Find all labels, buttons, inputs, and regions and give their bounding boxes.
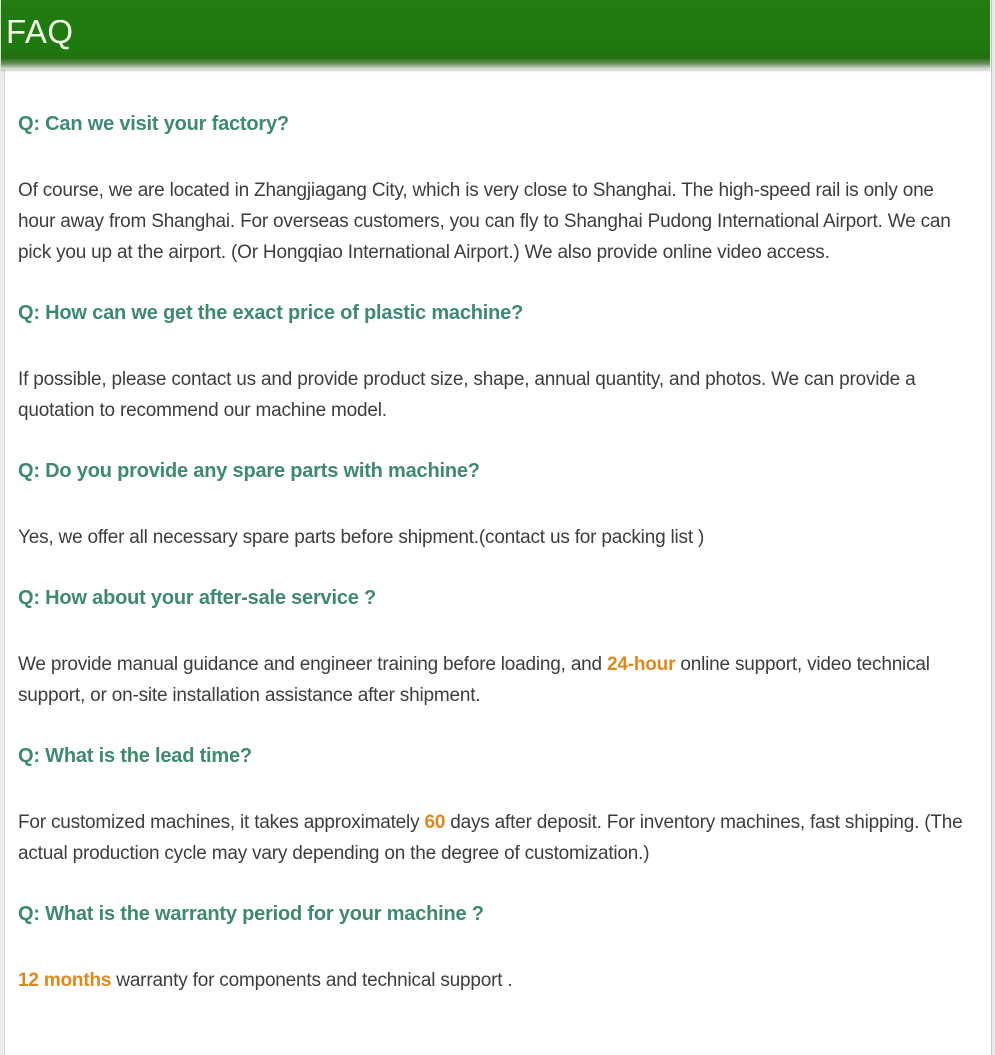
faq-answer	[18, 522, 969, 553]
faq-question: Q: How about your after-sale service ?	[18, 587, 377, 609]
faq-question: Q: What is the lead time?	[18, 745, 252, 767]
answer-text: We provide manual guidance and engineer training before loading, and	[18, 654, 607, 675]
faq-item	[18, 113, 969, 268]
answer-text: Of course, we are located in Zhangjiagang City, which is very close to Shanghai. The high-speed rail is only one hour away from Shanghai. For overseas customers, you can fly to Shanghai Pudong International Airport. We can pick you up at the airport. (Or Hongqiao International Airport.) We also provide online video access.	[18, 180, 951, 263]
faq-item	[18, 903, 969, 996]
answer-text: Yes, we offer all necessary spare parts before shipment.(contact us for packing list )	[18, 527, 705, 548]
answer-text: If possible, please contact us and provide product size, shape, annual quantity, and photos. We can provide a quotation to recommend our machine model.	[18, 369, 916, 421]
faq-answer	[18, 175, 969, 268]
faq-content	[5, 69, 991, 996]
answer-highlight: 12 months	[18, 970, 112, 991]
answer-text: warranty for components and technical support .	[111, 970, 513, 991]
faq-answer	[18, 965, 969, 996]
faq-answer	[18, 364, 969, 426]
answer-highlight: 24-hour	[607, 654, 676, 675]
answer-text: online support, video technical support, or on-site installation assistance after shipment.	[18, 654, 930, 706]
faq-item	[18, 745, 969, 869]
faq-question: Q: Can we visit your factory?	[18, 113, 289, 135]
faq-section-title: FAQ	[6, 13, 74, 50]
faq-item	[18, 587, 969, 711]
faq-question: Q: What is the warranty period for your machine ?	[18, 903, 484, 925]
answer-text: For customized machines, it takes approximately	[18, 812, 425, 833]
faq-answer	[18, 807, 969, 869]
answer-text: days after deposit. For inventory machines, fast shipping. (The actual production cycle may vary depending on the degree of customization.)	[18, 812, 963, 864]
faq-question: Q: Do you provide any spare parts with machine?	[18, 460, 480, 482]
faq-item	[18, 460, 969, 553]
faq-answer	[18, 649, 969, 711]
faq-card	[4, 0, 992, 1055]
faq-item	[18, 302, 969, 426]
faq-question: Q: How can we get the exact price of plastic machine?	[18, 302, 524, 324]
faq-section-header	[1, 0, 990, 69]
answer-highlight: 60	[424, 812, 446, 833]
